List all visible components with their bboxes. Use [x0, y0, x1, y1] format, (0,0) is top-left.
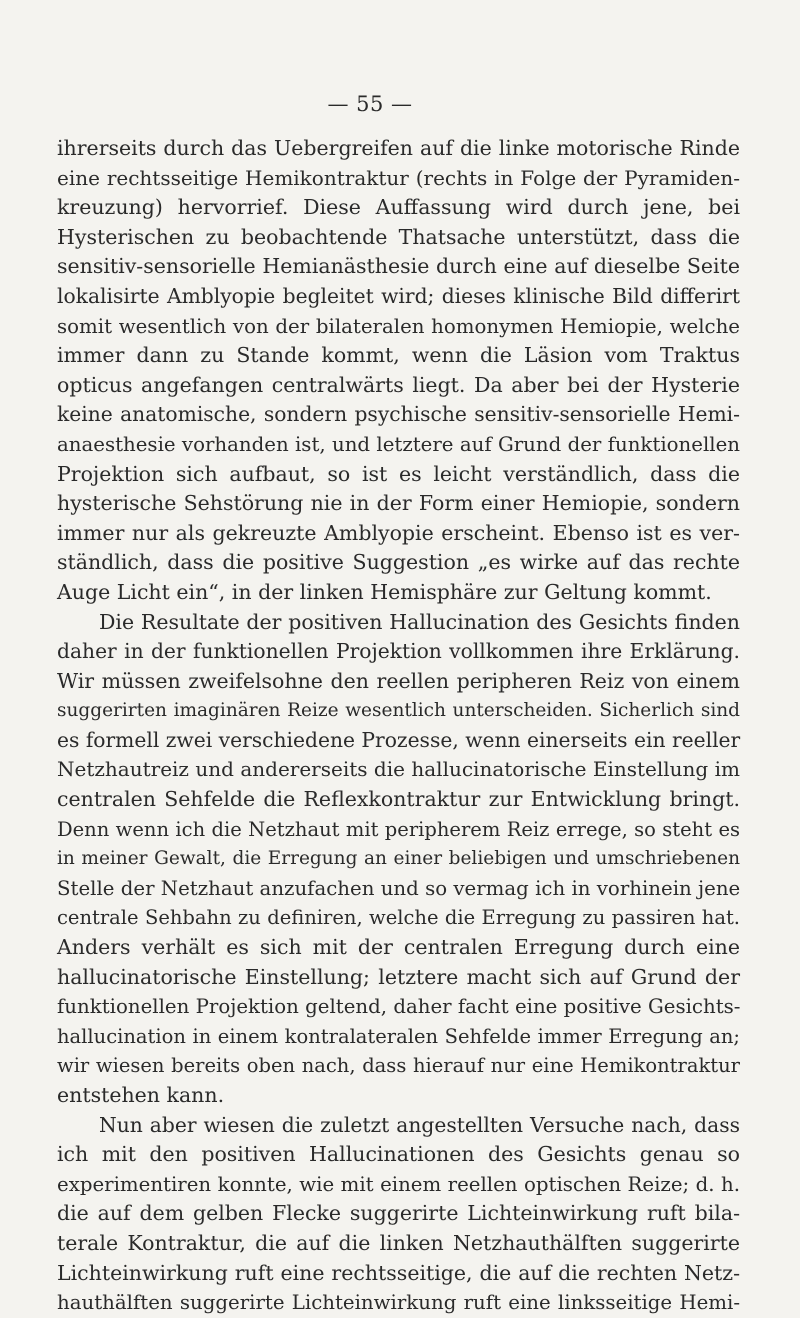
text-line: in meiner Gewalt, die Erregung an einer beliebigen und umschriebenen — [57, 848, 740, 870]
text-line: ich mit den positiven Hallucinationen des Gesichts genau so — [57, 1142, 740, 1167]
text-line: funktionellen Projektion geltend, daher facht eine positive Gesichts- — [57, 995, 741, 1019]
text-line: suggerirten imaginären Reize wesentlich unterscheiden. Sicherlich sind — [57, 700, 740, 722]
text-line: kreuzung) hervorrief. Diese Auffassung wird durch jene, bei — [57, 195, 740, 220]
text-line: opticus angefangen centralwärts liegt. Da aber bei der Hysterie — [57, 372, 740, 397]
text-line: immer nur als gekreuzte Amblyopie erscheint. Ebenso ist es ver- — [57, 520, 740, 545]
text-line: Denn wenn ich die Netzhaut mit peripherem Reiz errege, so steht es — [57, 817, 740, 841]
text-line: entstehen kann. — [57, 1083, 225, 1107]
text-line: Hysterischen zu beobachtende Thatsache unterstützt, dass die — [57, 224, 740, 249]
text-line: Auge Licht ein“, in der linken Hemisphäre zur Geltung kommt. — [57, 579, 712, 604]
text-line: anaesthesie vorhanden ist, und letztere auf Grund der funktionellen — [57, 432, 740, 456]
text-line: Stelle der Netzhaut anzufachen und so vermag ich in vorhinein jene — [57, 876, 741, 900]
text-line: keine anatomische, sondern psychische sensitiv-sensorielle Hemi- — [57, 402, 740, 427]
text-line: immer dann zu Stande kommt, wenn die Läsion vom Traktus — [57, 343, 740, 368]
text-line: Die Resultate der positiven Hallucination des Gesichts finden — [99, 609, 740, 634]
text-line: hallucination in einem kontralateralen Sehfelde immer Erregung an; — [57, 1024, 740, 1048]
page-number: — 55 — — [327, 92, 413, 116]
text-line: daher in der funktionellen Projektion vollkommen ihre Erklärung. — [57, 639, 740, 664]
text-line: es formell zwei verschiedene Prozesse, wenn einerseits ein reeller — [57, 727, 741, 752]
text-line: experimentiren konnte, wie mit einem reellen optischen Reize; d. h. — [57, 1172, 740, 1196]
text-line: hauthälften suggerirte Lichteinwirkung ruft eine linksseitige Hemi- — [57, 1291, 740, 1315]
text-line: eine rechtsseitige Hemikontraktur (rechts in Folge der Pyramiden- — [57, 165, 740, 190]
text-line: ständlich, dass die positive Suggestion „es wirke auf das rechte — [57, 550, 740, 575]
text-line: Netzhautreiz und andererseits die hallucinatorische Einstellung im — [57, 757, 740, 782]
text-line: somit wesentlich von der bilateralen homonymen Hemiopie, welche — [57, 314, 740, 338]
text-line: Anders verhält es sich mit der centralen Erregung durch eine — [57, 935, 740, 960]
text-line: sensitiv-sensorielle Hemianästhesie durch eine auf dieselbe Seite — [57, 254, 740, 279]
text-line: terale Kontraktur, die auf die linken Netzhauthälften suggerirte — [57, 1230, 740, 1255]
text-line: lokalisirte Amblyopie begleitet wird; dieses klinische Bild differirt — [57, 283, 740, 308]
text-line: die auf dem gelben Flecke suggerirte Lichteinwirkung ruft bila- — [57, 1201, 740, 1226]
body-text — [57, 134, 740, 1318]
text-line: Wir müssen zweifelsohne den reellen peripheren Reiz von einem — [57, 668, 740, 693]
text-line: centrale Sehbahn zu definiren, welche die Erregung zu passiren hat. — [57, 906, 740, 930]
text-line: ihrerseits durch das Uebergreifen auf die linke motorische Rinde — [57, 136, 740, 160]
text-line: hallucinatorische Einstellung; letztere macht sich auf Grund der — [57, 964, 740, 989]
text-line: centralen Sehfelde die Reflexkontraktur zur Entwicklung bringt. — [57, 787, 740, 812]
text-line: Projektion sich aufbaut, so ist es leicht verständlich, dass die — [57, 461, 740, 486]
text-line: Lichteinwirkung ruft eine rechtsseitige, die auf die rechten Netz- — [57, 1260, 740, 1285]
text-line: hysterische Sehstörung nie in der Form einer Hemiopie, sondern — [57, 491, 740, 516]
text-line: wir wiesen bereits oben nach, dass hierauf nur eine Hemikontraktur — [57, 1054, 740, 1078]
text-line: Nun aber wiesen die zuletzt angestellten Versuche nach, dass — [99, 1112, 740, 1137]
